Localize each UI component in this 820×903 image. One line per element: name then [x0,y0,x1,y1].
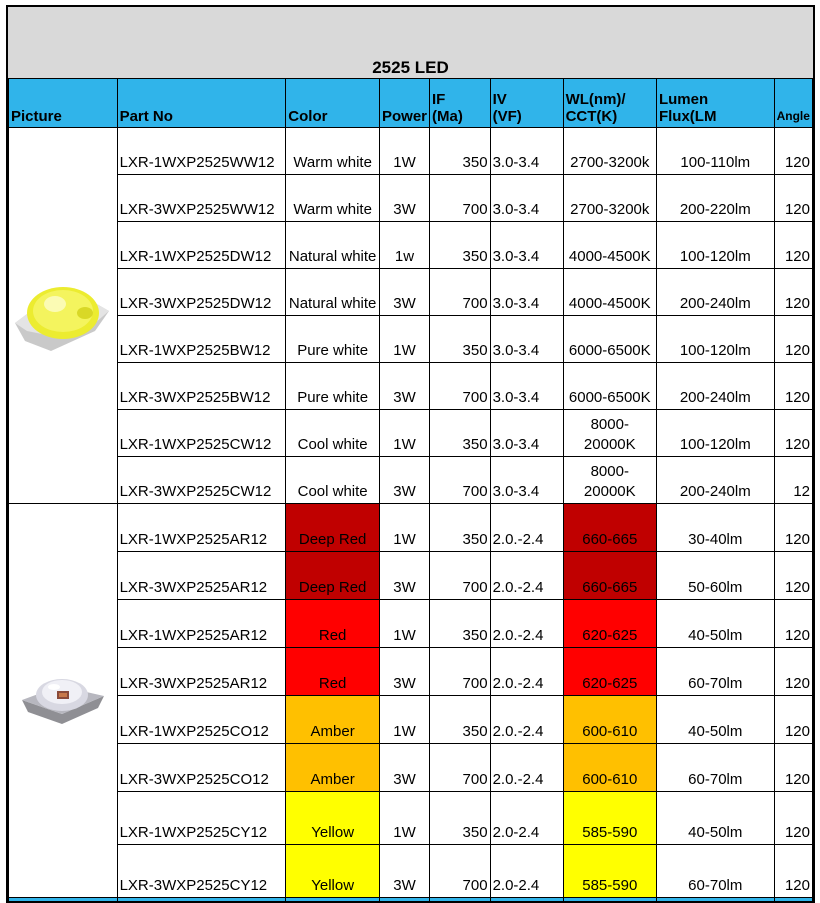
table-row [9,648,813,696]
led-spec-table [8,78,813,903]
angle-cell: 120 [774,222,812,269]
iv-cell: 2.0.-2.4 [490,696,563,744]
lumen-cell: 60-70lm [656,845,774,898]
angle-cell: 120 [774,744,812,792]
iv-cell: 3.0-3.4 [490,175,563,222]
if-cell: 350 [430,410,491,457]
table-row [9,600,813,648]
sheet-title: 2525 LED [372,58,449,77]
iv-cell: 3.0-3.4 [490,222,563,269]
white-smd-led-icon [9,128,118,504]
part-no-cell: LXR-3WXP2525DW12 [117,269,286,316]
clear-dome-led-icon [9,504,118,898]
header-cell [117,898,286,903]
wl-cell: 4000-4500K [563,222,656,269]
header-angle: Angle [774,79,812,128]
table-row [9,792,813,845]
wl-cell: 6000-6500K [563,363,656,410]
iv-cell: 3.0-3.4 [490,269,563,316]
table-row [9,744,813,792]
wl-cell: 600-610 [563,744,656,792]
power-cell: 1W [379,600,429,648]
lumen-cell: 100-110lm [656,128,774,175]
part-no-cell: LXR-1WXP2525WW12 [117,128,286,175]
lumen-cell: 200-240lm [656,269,774,316]
if-cell: 700 [430,744,491,792]
header-iv-line2: (VF) [492,108,522,125]
lumen-cell: 60-70lm [656,744,774,792]
table-row [9,457,813,504]
header-picture: Picture [9,79,118,128]
header-lumen-line2: Flux(LM [658,108,717,125]
iv-cell: 2.0.-2.4 [490,552,563,600]
angle-cell: 120 [774,175,812,222]
iv-cell: 2.0-2.4 [490,792,563,845]
power-cell: 1W [379,410,429,457]
table-row [9,845,813,898]
header-if [430,79,491,128]
iv-cell: 2.0.-2.4 [490,504,563,552]
lumen-cell: 30-40lm [656,504,774,552]
table-row [9,363,813,410]
header-cell [490,898,563,903]
color-cell: Warm white [286,175,380,222]
header-cell [656,898,774,903]
iv-cell: 3.0-3.4 [490,363,563,410]
header-if-line1: IF [432,91,446,108]
color-cell: Deep Red [286,504,380,552]
header-lumen [656,79,774,128]
header-cell [430,898,491,903]
power-cell: 3W [379,363,429,410]
if-cell: 350 [430,128,491,175]
table-row [9,175,813,222]
iv-cell: 2.0.-2.4 [490,648,563,696]
power-cell: 1w [379,222,429,269]
power-cell: 1W [379,128,429,175]
power-cell: 1W [379,792,429,845]
if-cell: 350 [430,696,491,744]
part-no-cell: LXR-1WXP2525CY12 [117,792,286,845]
angle-cell: 120 [774,504,812,552]
next-section-header-row [9,898,813,903]
angle-cell: 120 [774,410,812,457]
table-row [9,222,813,269]
angle-cell: 120 [774,363,812,410]
table-row [9,128,813,175]
power-cell: 3W [379,552,429,600]
lumen-cell: 100-120lm [656,410,774,457]
angle-cell: 120 [774,696,812,744]
lumen-cell: 60-70lm [656,648,774,696]
wl-cell: 660-665 [563,552,656,600]
iv-cell: 3.0-3.4 [490,410,563,457]
wl-cell: 4000-4500K [563,269,656,316]
wl-cell: 8000-20000K [563,457,656,504]
part-no-cell: LXR-3WXP2525AR12 [117,552,286,600]
color-cell: Natural white [286,222,380,269]
table-row [9,696,813,744]
wl-cell: 660-665 [563,504,656,552]
power-cell: 1W [379,316,429,363]
color-cell: Deep Red [286,552,380,600]
header-cell [9,898,118,903]
iv-cell: 2.0-2.4 [490,845,563,898]
table-row [9,410,813,457]
table-body [9,128,813,903]
color-cell: Cool white [286,457,380,504]
wl-cell: 6000-6500K [563,316,656,363]
angle-cell: 120 [774,316,812,363]
power-cell: 1W [379,504,429,552]
table-row [9,316,813,363]
if-cell: 700 [430,175,491,222]
if-cell: 700 [430,269,491,316]
lumen-cell: 40-50lm [656,792,774,845]
header-row [9,79,813,128]
iv-cell: 2.0.-2.4 [490,600,563,648]
if-cell: 350 [430,792,491,845]
if-cell: 350 [430,222,491,269]
angle-cell: 120 [774,792,812,845]
header-wl-line2: CCT(K) [565,108,618,125]
part-no-cell: LXR-1WXP2525AR12 [117,504,286,552]
lumen-cell: 50-60lm [656,552,774,600]
part-no-cell: LXR-3WXP2525BW12 [117,363,286,410]
header-iv-line1: IV [492,91,507,108]
wl-cell: 600-610 [563,696,656,744]
wl-cell: 620-625 [563,648,656,696]
power-cell: 3W [379,457,429,504]
angle-cell: 120 [774,600,812,648]
if-cell: 700 [430,552,491,600]
header-power: Power [379,79,429,128]
title-band [8,7,813,78]
color-cell: Cool white [286,410,380,457]
part-no-cell: LXR-3WXP2525AR12 [117,648,286,696]
part-no-cell: LXR-1WXP2525CO12 [117,696,286,744]
lumen-cell: 100-120lm [656,316,774,363]
if-cell: 700 [430,457,491,504]
part-no-cell: LXR-3WXP2525CY12 [117,845,286,898]
if-cell: 700 [430,648,491,696]
lumen-cell: 100-120lm [656,222,774,269]
header-lumen-line1: Lumen [658,91,709,108]
spec-sheet [6,5,815,903]
color-cell: Red [286,648,380,696]
color-cell: Yellow [286,792,380,845]
wl-cell: 8000-20000K [563,410,656,457]
power-cell: 3W [379,744,429,792]
header-wl-line1: WL(nm)/ [565,91,626,108]
power-cell: 3W [379,175,429,222]
color-cell: Amber [286,696,380,744]
wl-cell: 2700-3200k [563,128,656,175]
wl-cell: 585-590 [563,792,656,845]
part-no-cell: LXR-3WXP2525WW12 [117,175,286,222]
lumen-cell: 40-50lm [656,600,774,648]
header-cell [379,898,429,903]
if-cell: 350 [430,316,491,363]
color-cell: Red [286,600,380,648]
lumen-cell: 200-240lm [656,457,774,504]
if-cell: 700 [430,363,491,410]
color-cell: Pure white [286,363,380,410]
color-cell: Warm white [286,128,380,175]
header-color: Color [286,79,380,128]
power-cell: 1W [379,696,429,744]
lumen-cell: 40-50lm [656,696,774,744]
power-cell: 3W [379,845,429,898]
table-row [9,504,813,552]
iv-cell: 3.0-3.4 [490,316,563,363]
angle-cell: 120 [774,269,812,316]
header-wl [563,79,656,128]
power-cell: 3W [379,648,429,696]
part-no-cell: LXR-3WXP2525CO12 [117,744,286,792]
header-cell [563,898,656,903]
color-cell: Natural white [286,269,380,316]
lumen-cell: 200-240lm [656,363,774,410]
angle-cell: 12 [774,457,812,504]
header-part-no: Part No [117,79,286,128]
part-no-cell: LXR-1WXP2525CW12 [117,410,286,457]
color-cell: Pure white [286,316,380,363]
if-cell: 350 [430,504,491,552]
lumen-cell: 200-220lm [656,175,774,222]
color-cell: Yellow [286,845,380,898]
wl-cell: 620-625 [563,600,656,648]
table-row [9,269,813,316]
part-no-cell: LXR-3WXP2525CW12 [117,457,286,504]
part-no-cell: LXR-1WXP2525BW12 [117,316,286,363]
if-cell: 350 [430,600,491,648]
header-if-line2: (Ma) [432,108,463,125]
iv-cell: 3.0-3.4 [490,128,563,175]
power-cell: 3W [379,269,429,316]
iv-cell: 3.0-3.4 [490,457,563,504]
header-cell [286,898,380,903]
part-no-cell: LXR-1WXP2525DW12 [117,222,286,269]
angle-cell: 120 [774,128,812,175]
if-cell: 700 [430,845,491,898]
angle-cell: 120 [774,648,812,696]
wl-cell: 585-590 [563,845,656,898]
table-row [9,552,813,600]
header-cell [774,898,812,903]
part-no-cell: LXR-1WXP2525AR12 [117,600,286,648]
color-cell: Amber [286,744,380,792]
angle-cell: 120 [774,552,812,600]
iv-cell: 2.0.-2.4 [490,744,563,792]
wl-cell: 2700-3200k [563,175,656,222]
header-iv [490,79,563,128]
angle-cell: 120 [774,845,812,898]
